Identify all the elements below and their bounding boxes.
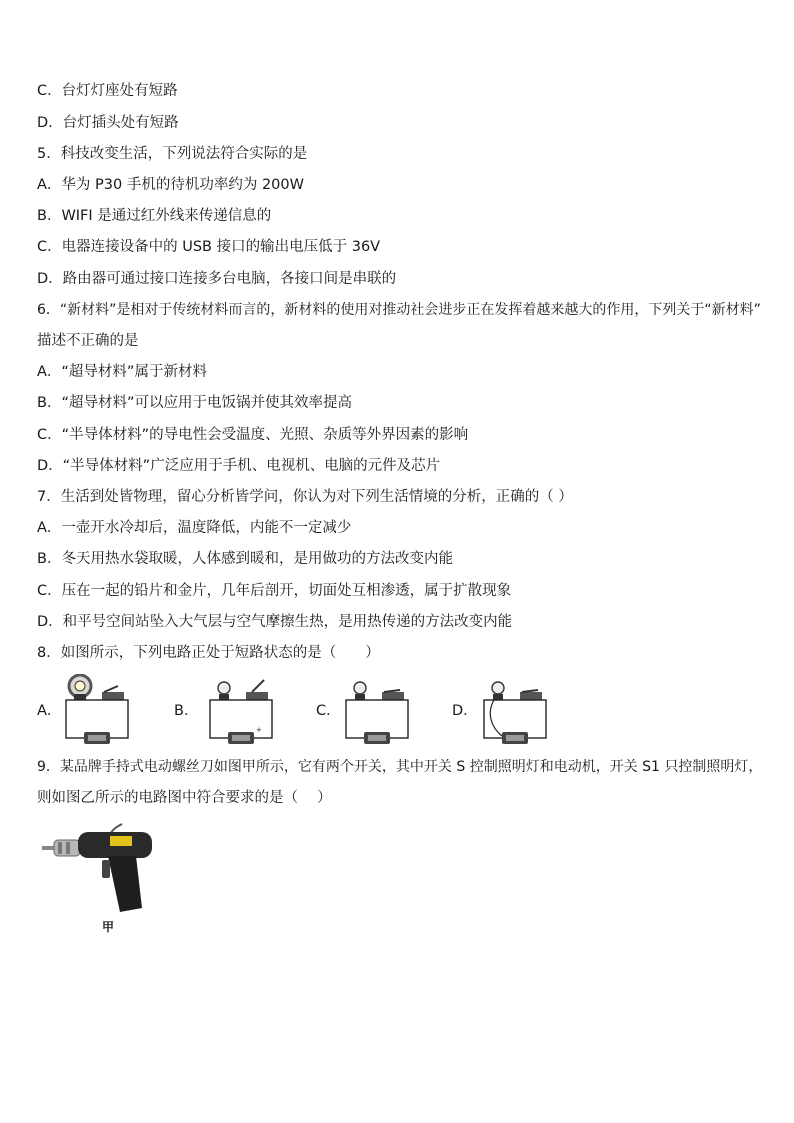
q7-option-d: D．和平号空间站坠入大气层与空气摩擦生热，是用热传递的方法改变内能 [37, 614, 513, 630]
q5-option-c: C．电器连接设备中的 USB 接口的输出电压低于 36V [37, 239, 381, 255]
q5-option-b: B．WIFI 是通过红外线来传递信息的 [37, 208, 272, 224]
figure-caption: 甲 [102, 920, 115, 934]
q8-option-d-label: D． [452, 703, 478, 719]
q9-stem-cont: 则如图乙所示的电路图中符合要求的是（ ） [37, 790, 332, 806]
q6-option-b: B．“超导材料”可以应用于电饭锅并使其效率提高 [37, 395, 352, 411]
electric-screwdriver-image [40, 822, 160, 918]
q7-option-a: A．一壶开水冷却后，温度降低，内能不一定减少 [37, 520, 352, 536]
q6-stem-cont: 描述不正确的是 [37, 333, 139, 349]
q4-option-c: C．台灯灯座处有短路 [37, 83, 178, 99]
q8-option-a-label: A． [37, 703, 62, 719]
q8-stem: 8．如图所示，下列电路正处于短路状态的是（ ） [37, 645, 380, 661]
circuit-d-diagram [476, 674, 556, 746]
q8-options-row [0, 674, 794, 746]
q7-stem: 7．生活到处皆物理，留心分析皆学问，你认为对下列生活情境的分析，正确的（ ） [37, 489, 573, 505]
q7-option-c: C．压在一起的铅片和金片，几年后剖开，切面处互相渗透，属于扩散现象 [37, 583, 512, 599]
q6-option-d: D．“半导体材料”广泛应用于手机、电视机、电脑的元件及芯片 [37, 458, 441, 474]
circuit-a-diagram [58, 674, 138, 746]
q6-stem: 6．“新材料”是相对于传统材料而言的，新材料的使用对推动社会进步正在发挥着越来越大的作用，下列关于“新材料” [37, 302, 761, 318]
q6-option-a: A．“超导材料”属于新材料 [37, 364, 207, 380]
circuit-c-diagram [338, 674, 418, 746]
q6-option-c: C．“半导体材料”的导电性会受温度、光照、杂质等外界因素的影响 [37, 427, 469, 443]
svg-text:+: + [256, 726, 262, 734]
q5-stem: 5．科技改变生活，下列说法符合实际的是 [37, 146, 308, 162]
q8-option-b-label: B． [174, 703, 199, 719]
q9-stem: 9．某品牌手持式电动螺丝刀如图甲所示，它有两个开关，其中开关 S 控制照明灯和电动机，开关 S1 只控制照明灯， [37, 759, 763, 775]
q7-option-b: B．冬天用热水袋取暖，人体感到暖和，是用做功的方法改变内能 [37, 551, 453, 567]
circuit-b-diagram [202, 674, 282, 746]
q8-option-c-label: C． [316, 703, 341, 719]
q4-option-d: D．台灯插头处有短路 [37, 115, 179, 131]
q5-option-a: A．华为 P30 手机的待机功率约为 200W [37, 177, 304, 193]
q5-option-d: D．路由器可通过接口连接多台电脑，各接口间是串联的 [37, 271, 397, 287]
